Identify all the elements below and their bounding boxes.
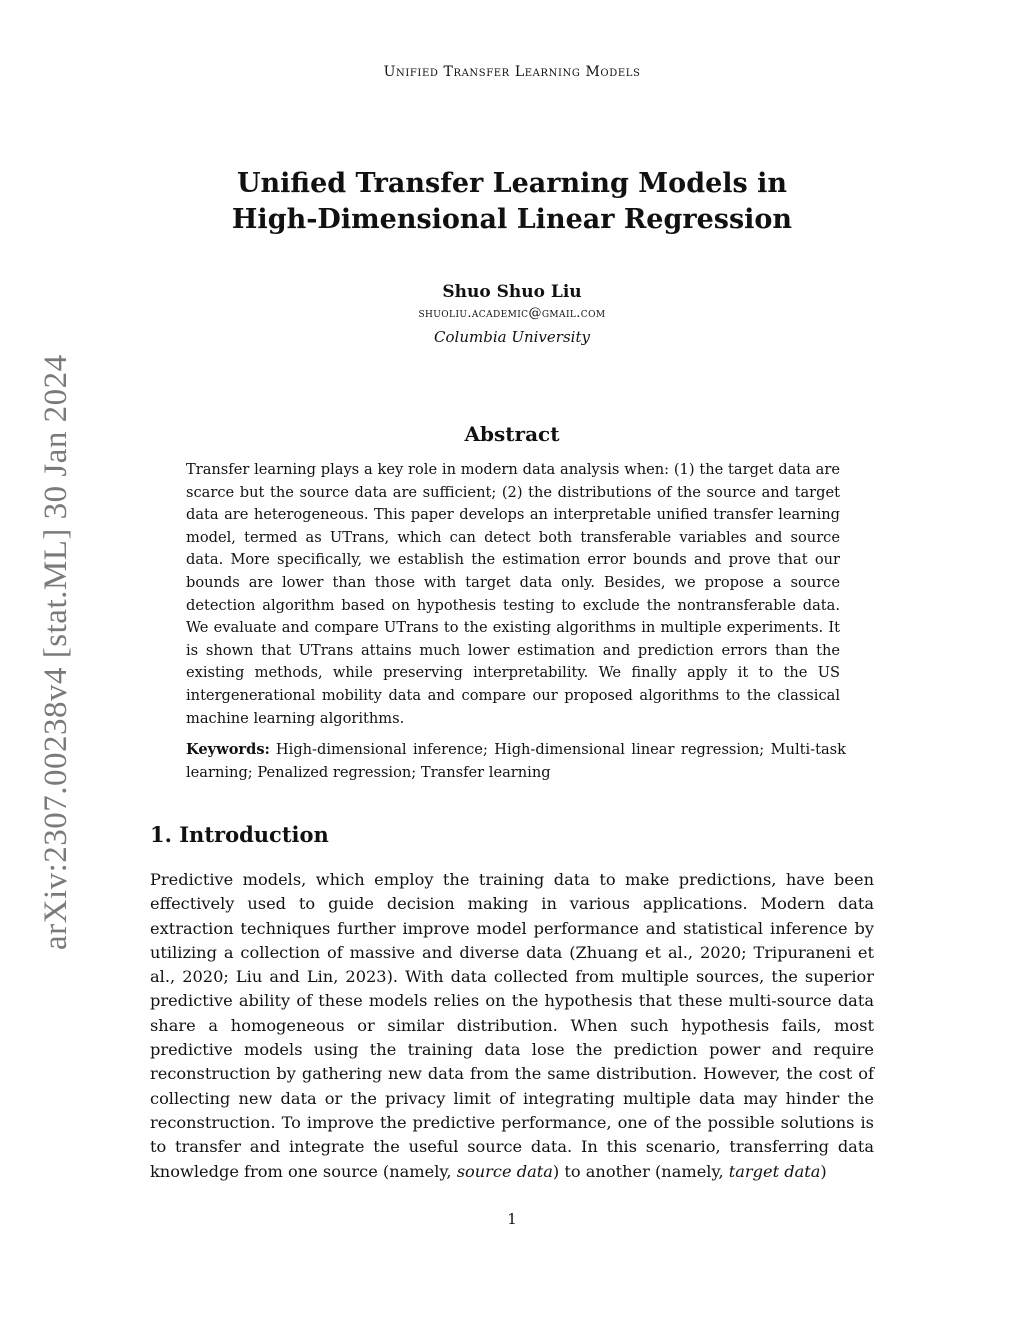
introduction-text (150, 868, 874, 1184)
abstract-heading: Abstract (464, 422, 560, 446)
intro-text-end: ) (820, 1161, 827, 1181)
abstract-text: Transfer learning plays a key role in modern data analysis when: (1) the target data are scarce but the source data are sufficient; (2) the distributions of the source and target data are heterogeneous. This paper develops an interpretable unified transfer learning model, termed as UTrans, which can detect both transferable variables and source data. More specifically, we establish the estimation error bounds and prove that our bounds are lower than those with target data only. Besides, we propose a source detection algorithm based on hypothesis testing to exclude the nontransferable data. We evaluate and compare UTrans to the existing algorithms in multiple experiments. It is shown that UTrans attains much lower estimation and prediction errors than the existing methods, while preserving interpretability. We finally apply it to the US intergenerational mobility data and compare our proposed algorithms to the classical machine learning algorithms. (186, 461, 840, 727)
author-name: Shuo Shuo Liu (442, 282, 582, 302)
title-line-2: High-Dimensional Linear Regression (231, 204, 793, 235)
section-heading-introduction: 1. Introduction (150, 822, 329, 847)
author-affiliation: Columbia University (434, 328, 590, 346)
running-head: Unified Transfer Learning Models (383, 64, 641, 80)
term-source-data: source data (456, 1161, 553, 1181)
keywords (186, 739, 846, 784)
arxiv-identifier-stamp[interactable]: arXiv:2307.00238v4 [stat.ML] 30 Jan 2024 (38, 354, 74, 950)
intro-text-mid: ) to another (namely, (552, 1161, 729, 1181)
author-email[interactable]: shuoliu.academic@gmail.com (418, 306, 606, 321)
keywords-text: High-dimensional inference; High-dimensional linear regression; Multi-task learning; Penalized regression; Transfer learning (186, 741, 846, 781)
keywords-label: Keywords: (186, 741, 270, 758)
introduction-paragraph (150, 868, 874, 1184)
page-number: 1 (507, 1210, 517, 1228)
title-line-1: Unified Transfer Learning Models in (237, 168, 787, 199)
term-target-data: target data (728, 1161, 821, 1181)
paper-title (150, 166, 874, 238)
intro-text-main: Predictive models, which employ the training data to make predictions, have been effectively used to guide decision making in various applications. Modern data extraction techniques further improve model performance and statistical inference by utilizing a collection of massive and diverse data (Zhuang et al., 2020; Tripuraneni et al., 2020; Liu and Lin, 2023). With data collected from multiple sources, the superior predictive ability of these models relies on the hypothesis that these multi-source data share a homogeneous or similar distribution. When such hypothesis fails, most predictive models using the training data lose the prediction power and require reconstruction by gathering new data from the same distribution. However, the cost of collecting new data or the privacy limit of integrating multiple data may hinder the reconstruction. To improve the predictive performance, one of the possible solutions is to transfer and integrate the useful source data. In this scenario, transferring data knowledge from one source (namely, (150, 870, 874, 1181)
